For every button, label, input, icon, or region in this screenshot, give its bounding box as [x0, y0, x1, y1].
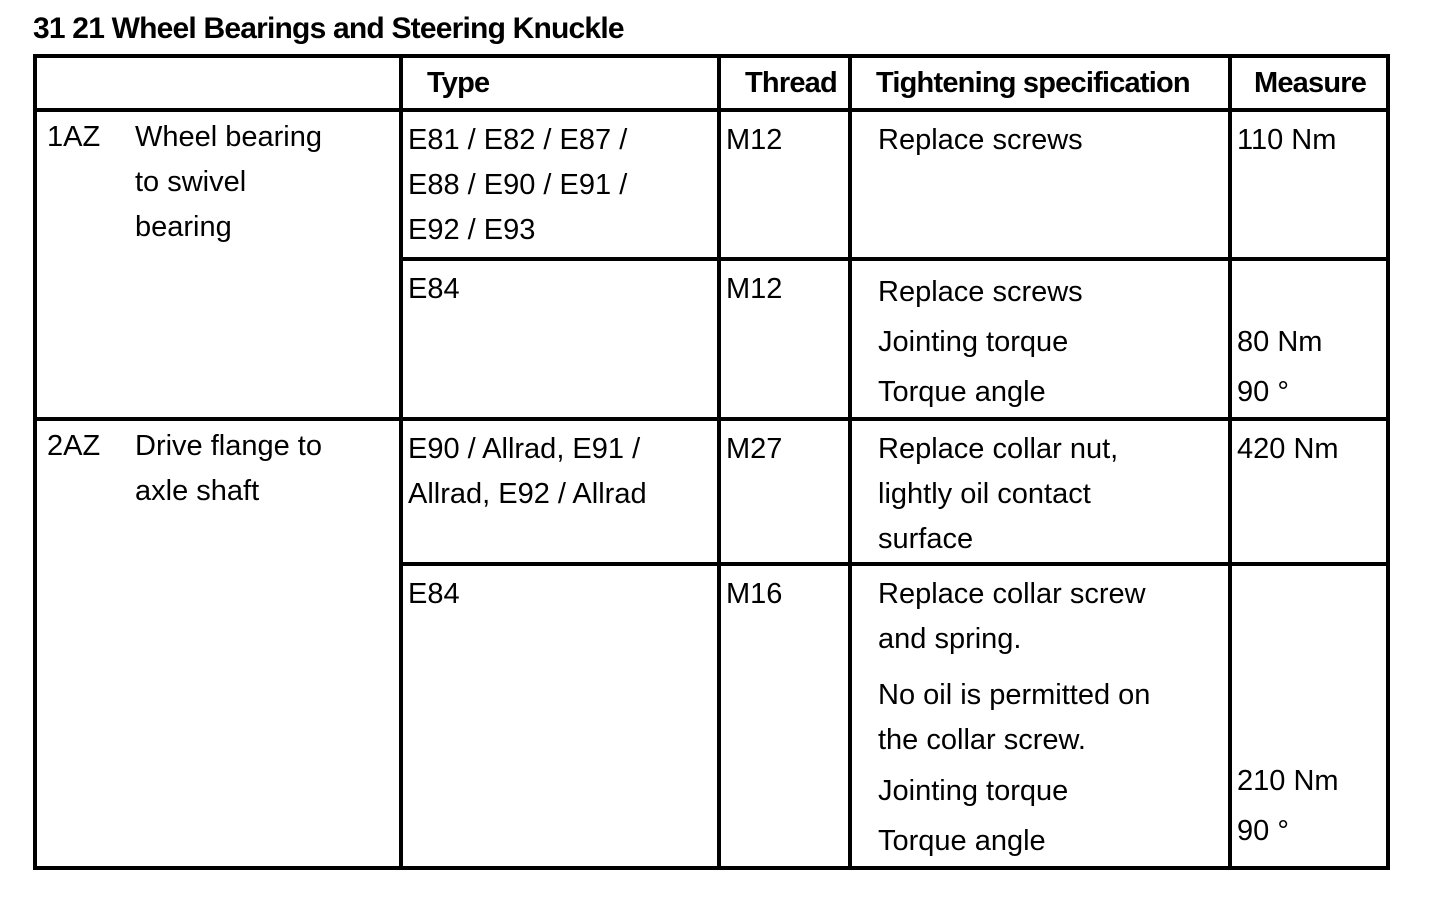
thread-cell: M27 — [719, 419, 850, 564]
type-cell: E81 / E82 / E87 / E88 / E90 / E91 / E92 / E93 — [401, 110, 719, 259]
header-position — [35, 56, 401, 110]
specification-table — [33, 54, 1390, 870]
measure-cell: 80 Nm 90 ° — [1230, 259, 1388, 419]
spec-paragraph: Replace collar screw and spring. — [878, 578, 1146, 655]
measure-cell: 110 Nm — [1230, 110, 1388, 259]
spec-paragraph: No oil is permitted on the collar screw. — [878, 679, 1151, 756]
thread-cell: M16 — [719, 564, 850, 868]
type-cell: E84 — [401, 259, 719, 419]
header-type: Type — [401, 56, 719, 110]
header-measure: Measure — [1230, 56, 1388, 110]
position-code: 2AZ — [47, 430, 101, 462]
position-description: Wheel bearing to swivel bearing — [135, 121, 322, 243]
table-row — [35, 110, 1388, 259]
position-code: 1AZ — [47, 121, 101, 153]
thread-cell: M12 — [719, 259, 850, 419]
position-description: Drive flange to axle shaft — [135, 430, 322, 507]
spec-cell — [850, 564, 1230, 868]
page-title: 31 21 Wheel Bearings and Steering Knuckle — [33, 12, 624, 45]
position-cell-2az — [35, 419, 401, 868]
table-row — [35, 419, 1388, 564]
thread-cell: M12 — [719, 110, 850, 259]
header-tightening-specification: Tightening specification — [850, 56, 1230, 110]
type-cell: E90 / Allrad, E91 / Allrad, E92 / Allrad — [401, 419, 719, 564]
position-cell-1az — [35, 110, 401, 419]
type-cell: E84 — [401, 564, 719, 868]
header-thread: Thread — [719, 56, 850, 110]
spec-paragraph: Jointing torque Torque angle — [878, 775, 1069, 857]
table-header-row — [35, 56, 1388, 110]
spec-cell: Replace screws Jointing torque Torque angle — [850, 259, 1230, 419]
spec-cell: Replace collar nut, lightly oil contact surface — [850, 419, 1230, 564]
measure-cell: 420 Nm — [1230, 419, 1388, 564]
spec-cell: Replace screws — [850, 110, 1230, 259]
measure-cell: 210 Nm 90 ° — [1230, 564, 1388, 868]
